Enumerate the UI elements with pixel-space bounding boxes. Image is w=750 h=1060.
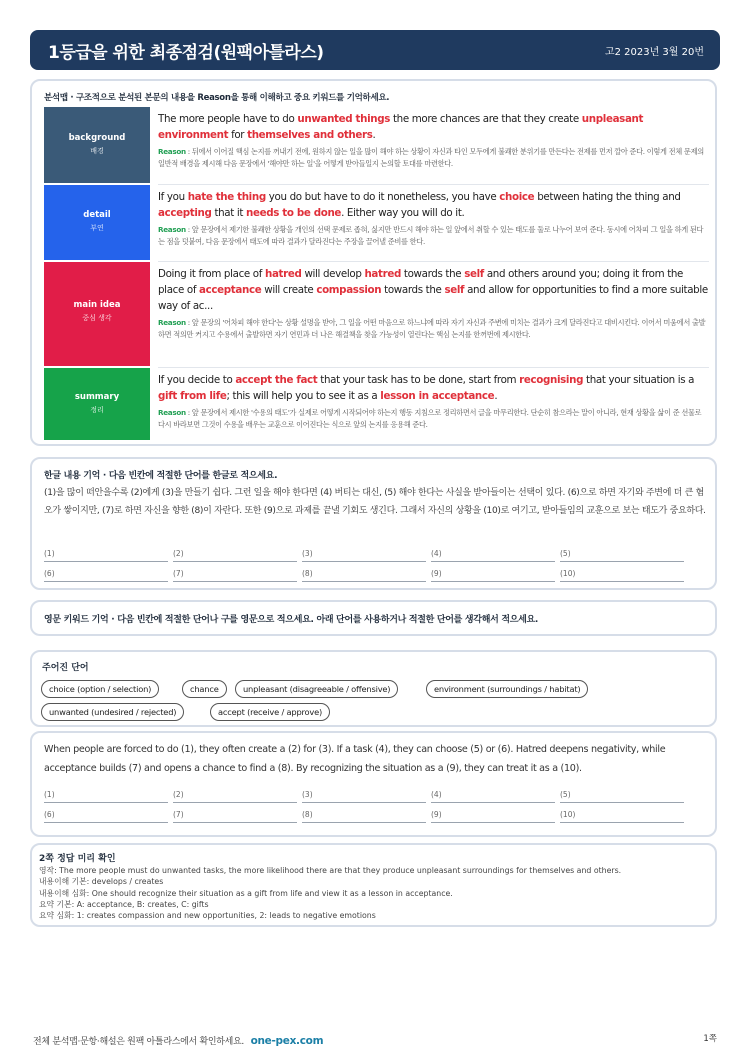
exam-info: 고2 2023년 3월 20번 — [604, 47, 704, 58]
english-blank-5[interactable]: (5) — [560, 787, 684, 803]
english-fill-card — [30, 731, 717, 837]
analysis-map-card — [30, 79, 717, 446]
row-label-detail — [44, 185, 150, 260]
word-chip: chance — [182, 680, 227, 698]
english-blank-7[interactable]: (7) — [173, 807, 297, 823]
sentence-segment: the more chances are that they create — [390, 113, 582, 125]
sentence-segment: . — [372, 129, 376, 141]
answer-line: 영작: The more people must do unwanted tasks, the more likelihood there are that they produce unpleasant surroundings for themselves and others. — [39, 866, 622, 875]
answers-preview-card — [30, 843, 717, 927]
row-label-en: background — [68, 133, 126, 143]
english-blank-row-1 — [44, 787, 694, 803]
word-chip: unwanted (undesired / rejected) — [41, 703, 184, 721]
row-body — [158, 372, 709, 431]
row-sentence — [158, 189, 709, 221]
korean-blank-10[interactable]: (10) — [560, 566, 684, 582]
row-body — [158, 266, 709, 341]
sentence-segment: that your situation is a — [583, 374, 695, 386]
reason-label: Reason — [158, 147, 186, 156]
word-chip: unpleasant (disagreeable / offensive) — [235, 680, 398, 698]
korean-blank-row-2 — [44, 566, 694, 582]
row-label-summary — [44, 368, 150, 440]
answers-list — [39, 865, 709, 921]
analysis-row-summary — [44, 368, 709, 440]
word-chip: environment (surroundings / habitat) — [426, 680, 588, 698]
keyword-highlight: acceptance — [199, 284, 262, 296]
keyword-highlight: themselves and others — [247, 129, 373, 141]
keyword-highlight: accept the fact — [235, 374, 318, 386]
sentence-segment: you do but have to do it nonetheless, you have — [265, 191, 500, 203]
sentence-segment: The more people have to do — [158, 113, 298, 125]
answer-line: 내용이해 기본: develops / creates — [39, 877, 164, 887]
keyword-highlight: hatred — [264, 268, 302, 280]
korean-fill-text: (1)을 많이 떠안을수록 (2)에게 (3)을 만들기 쉽다. 그런 일을 해야 한다면 (4) 버티는 대신, (5) 해야 한다는 사실을 받아들이는 선택이 있다. (6)으로 하면 자기와 주변에 더 큰 혐오가 쌓이지만, (7)로 하면 자신을 향한 (8)이 자란다. 또한 (9)으로 과제를 끝낼 기회도 생긴다. 그래서 자신의 상황을 (10)로 여기고, 받아들임의 교훈으로 보는 태도가 중요하다. — [44, 488, 706, 516]
sentence-segment: ; this will help you to see it as a — [226, 390, 381, 402]
row-reason: Reason : 앞 문장에서 제시한 '수용의 태도'가 실제로 어떻게 시작되어야 하는지 행동 지침으로 정리하면서 글을 마무리한다. 단순히 참으라는 말이 아니라, 현재 상황을 삶이 준 선물로 다시 바라보면 그것이 수용을 배우는 교훈으로 이어진다는 식으로 앞의 논지를 응용해 준다. — [158, 408, 702, 429]
keyword-highlight: lesson in acceptance — [380, 390, 495, 402]
korean-blank-6[interactable]: (6) — [44, 566, 168, 582]
page-title: 1등급을 위한 최종점검(원팩아틀라스) — [48, 43, 324, 63]
korean-blank-7[interactable]: (7) — [173, 566, 297, 582]
sentence-segment: that your task has to be done, start from — [317, 374, 520, 386]
row-reason: Reason : 앞 문장에서 제기한 불쾌한 상황을 개인의 선택 문제로 좁혀, 싫지만 반드시 해야 하는 일 앞에서 취할 수 있는 태도를 둘로 나누어 보여 준다. 동시에 어차피 그 일을 하게 된다는 점을 덧붙여, 다음 문장에서 태도에 따라 결과가 달라진다는 주장을 끌어낼 준비를 한다. — [158, 225, 704, 246]
row-label-en: detail — [83, 210, 111, 220]
page-header — [30, 30, 720, 70]
reason-label: Reason — [158, 408, 186, 417]
row-body — [158, 189, 709, 248]
sentence-segment: If you decide to — [158, 374, 236, 386]
sentence-segment: If you — [158, 191, 188, 203]
analysis-instruction: 분석맵 · 구조적으로 분석된 본문의 내용을 Reason을 통해 이해하고 중요 키워드를 기억하세요. — [44, 93, 390, 103]
korean-blank-row-1 — [44, 546, 694, 562]
answer-line: 내용이해 심화: One should recognize their situation as a gift from life and view it as a lesson in acceptance. — [39, 888, 453, 898]
answer-line: 요약 기본: A: acceptance, B: creates, C: gifts — [39, 899, 209, 909]
row-sentence — [158, 372, 709, 404]
english-blank-4[interactable]: (4) — [431, 787, 555, 803]
korean-blank-1[interactable]: (1) — [44, 546, 168, 562]
keyword-highlight: needs to be done — [246, 207, 342, 219]
row-label-background — [44, 107, 150, 183]
sentence-segment: Doing it from place of — [158, 268, 265, 280]
sentence-segment: . — [494, 390, 498, 402]
answers-title: 2쪽 정답 미리 확인 — [39, 854, 116, 864]
word-chip: choice (option / selection) — [41, 680, 159, 698]
row-label-ko: 정리 — [90, 406, 104, 414]
keyword-highlight: self — [444, 284, 465, 296]
reason-label: Reason — [158, 225, 186, 234]
given-words-card — [30, 650, 717, 727]
row-body — [158, 111, 709, 170]
word-chip: accept (receive / approve) — [210, 703, 330, 721]
keyword-highlight: hate the thing — [187, 191, 266, 203]
reason-text: 앞 문장에서 제기한 불쾌한 상황을 개인의 선택 문제로 좁혀, 싫지만 반드시 해야 하는 일 앞에서 취할 수 있는 태도를 둘로 나누어 보여 준다. 동시에 어차피 그 일을 하게 된다는 점을 덧붙여, 다음 문장에서 태도에 따라 결과가 달라진다는 주장을 끌어낼 준비를 한다. — [158, 225, 704, 246]
english-blank-row-2 — [44, 807, 694, 823]
row-label-en: main idea — [73, 300, 121, 310]
reason-label: Reason — [158, 318, 186, 327]
sentence-segment: between hating the thing and — [534, 191, 681, 203]
keyword-highlight: self — [464, 268, 484, 280]
korean-blank-2[interactable]: (2) — [173, 546, 297, 562]
english-blank-8[interactable]: (8) — [302, 807, 426, 823]
sentence-segment: and others around you; doing it from the place of — [158, 268, 684, 296]
sentence-segment: . Either way you will do it. — [341, 207, 465, 219]
sentence-segment: for — [228, 129, 248, 141]
keyword-highlight: compassion — [316, 284, 382, 296]
sentence-segment: will develop — [301, 268, 365, 280]
footer-note — [33, 1034, 323, 1047]
english-blank-3[interactable]: (3) — [302, 787, 426, 803]
korean-blank-8[interactable]: (8) — [302, 566, 426, 582]
keyword-highlight: accepting — [158, 207, 212, 219]
english-blank-6[interactable]: (6) — [44, 807, 168, 823]
row-reason: Reason : 뒤에서 이어질 핵심 논지를 꺼내기 전에, 원하지 않는 일을 많이 해야 하는 상황이 자신과 타인 모두에게 불쾌한 분위기를 만든다는 전제를 먼저 깔아 준다. 이렇게 전체 문제의 일반적 배경을 제시해 다음 문장에서 '해야만 하는 일'을 어떻게 받아들일지 논의할 토대를 마련한다. — [158, 147, 704, 168]
sentence-segment: and allow for opportunities to find a more suitable way of ac... — [158, 284, 708, 312]
english-blank-2[interactable]: (2) — [173, 787, 297, 803]
english-blank-9[interactable]: (9) — [431, 807, 555, 823]
keyword-highlight: hatred — [364, 268, 401, 280]
english-instruction: 영문 키워드 기억 · 다음 빈칸에 적절한 단어나 구를 영문으로 적으세요. 아래 단어를 사용하거나 적절한 단어를 생각해서 적으세요. — [44, 615, 539, 625]
sentence-segment: towards the — [400, 268, 465, 280]
keyword-highlight: unpleasant environment — [158, 113, 644, 141]
english-fill-text: When people are forced to do (1), they often create a (2) for (3). If a task (4), they can choose (5) or (6). Hatred deepens negativity, while acceptance builds (7) and opens a chance to find a (8). By recognizing the situation as a (9), they can treat it as a (10). — [44, 744, 666, 774]
footer-text: 전체 분석맵·문항·해설은 원팩 아틀라스에서 확인하세요. — [33, 1037, 244, 1047]
keyword-highlight: unwanted things — [297, 113, 391, 125]
row-reason: Reason : 앞 문장의 '어차피 해야 한다'는 상황 설명을 받아, 그 일을 어떤 마음으로 하느냐에 따라 자기 자신과 주변에 미치는 결과가 크게 달라진다고 대비시킨다. 이어서 미움에서 출발하면 적의만 커지고 수용에서 출발하면 자기 연민과 더 나은 해결책을 찾을 가능성이 열린다는 핵심 논지를 한꺼번에 제시한다. — [158, 318, 706, 339]
sentence-segment: will create — [261, 284, 317, 296]
korean-blank-3[interactable]: (3) — [302, 546, 426, 562]
row-label-ko: 중심 생각 — [82, 314, 112, 322]
keyword-highlight: choice — [499, 191, 535, 203]
page-number: 1쪽 — [703, 1034, 717, 1044]
korean-blank-4[interactable]: (4) — [431, 546, 555, 562]
korean-fill-title: 한글 내용 기억 · 다음 빈칸에 적절한 단어를 한글로 적으세요. — [44, 471, 278, 481]
row-label-main-idea — [44, 262, 150, 366]
reason-text: 앞 문장의 '어차피 해야 한다'는 상황 설명을 받아, 그 일을 어떤 마음으로 하느냐에 따라 자기 자신과 주변에 미치는 결과가 크게 달라진다고 대비시킨다. 이어서 미움에서 출발하면 적의만 커지고 수용에서 출발하면 자기 연민과 더 나은 해결책을 찾을 가능성이 열린다는 핵심 논지를 한꺼번에 제시한다. — [158, 318, 706, 339]
reason-text: 뒤에서 이어질 핵심 논지를 꺼내기 전에, 원하지 않는 일을 많이 해야 하는 상황이 자신과 타인 모두에게 불쾌한 분위기를 만든다는 전제를 먼저 깔아 준다. 이렇게 전체 문제의 일반적 배경을 제시해 다음 문장에서 '해야만 하는 일'을 어떻게 받아들일지 논의할 토대를 마련한다. — [158, 147, 704, 168]
korean-blank-5[interactable]: (5) — [560, 546, 684, 562]
sentence-segment: towards the — [381, 284, 445, 296]
english-instruction-card — [30, 600, 717, 636]
korean-blank-9[interactable]: (9) — [431, 566, 555, 582]
korean-fill-card — [30, 457, 717, 590]
english-blank-10[interactable]: (10) — [560, 807, 684, 823]
keyword-highlight: recognising — [519, 374, 584, 386]
answer-line: 요약 심화: 1: creates compassion and new opportunities, 2: leads to negative emotions — [39, 911, 376, 921]
row-label-ko: 배경 — [90, 147, 104, 155]
reason-text: 앞 문장에서 제시한 '수용의 태도'가 실제로 어떻게 시작되어야 하는지 행동 지침으로 정리하면서 글을 마무리한다. 단순히 참으라는 말이 아니라, 현재 상황을 삶이 준 선물로 다시 바라보면 그것이 수용을 배우는 교훈으로 이어진다는 식으로 앞의 논지를 응용해 준다. — [158, 408, 702, 429]
analysis-row-main-idea — [44, 262, 709, 366]
row-label-en: summary — [74, 392, 120, 402]
footer-site-link[interactable]: one-pex.com — [250, 1035, 324, 1047]
analysis-row-detail — [44, 185, 709, 260]
row-sentence — [158, 266, 709, 314]
analysis-row-background — [44, 107, 709, 183]
row-sentence — [158, 111, 709, 143]
row-label-ko: 부연 — [90, 224, 104, 232]
given-words-title: 주어진 단어 — [42, 663, 89, 673]
english-blank-1[interactable]: (1) — [44, 787, 168, 803]
sentence-segment: that it — [211, 207, 246, 219]
keyword-highlight: gift from life — [158, 390, 227, 402]
